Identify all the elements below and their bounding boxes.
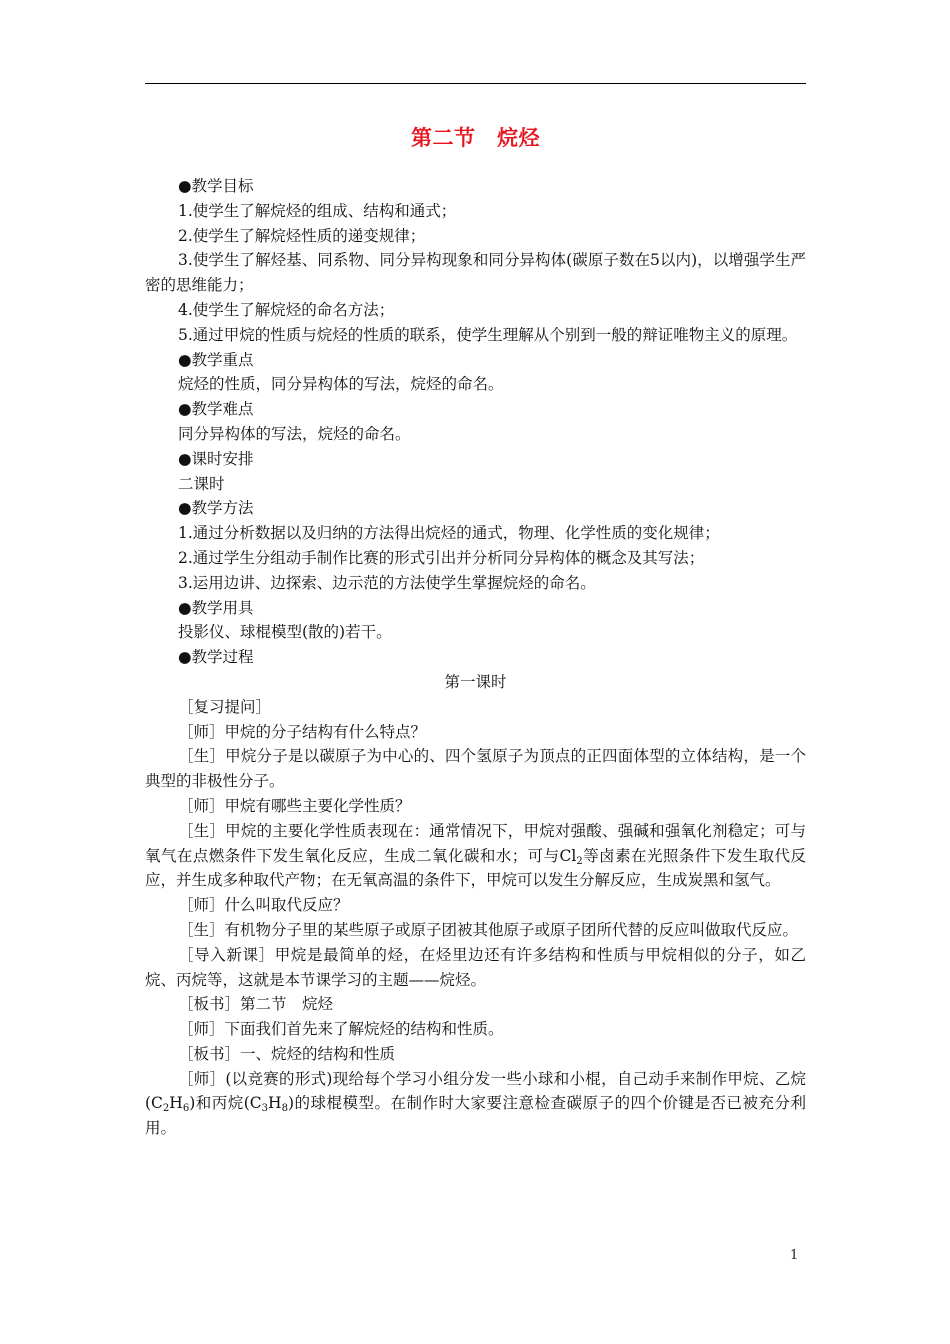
subscript-c: 3	[261, 1103, 269, 1115]
remark-5-part-c: )和丙烷(C	[189, 1094, 262, 1113]
method-2: 2.通过学生分组动手制作比赛的形式引出并分析同分异构体的概念及其写法；	[178, 548, 705, 567]
heading-key-points: ●教学重点	[178, 350, 254, 369]
subscript-b: 6	[182, 1103, 190, 1115]
teacher-question-3: ［师］什么叫取代反应？	[178, 896, 349, 915]
goal-1: 1.使学生了解烷烃的组成、结构和通式；	[178, 201, 457, 220]
page-number: 1	[790, 1248, 799, 1263]
document-body	[145, 174, 806, 1141]
chlorine-subscript: 2	[576, 855, 583, 867]
subscript-a: 2	[162, 1103, 170, 1115]
goal-5: 5.通过甲烷的性质与烷烃的性质的联系，使学生理解从个别到一般的辩证唯物主义的原理。	[178, 325, 798, 344]
goal-3: 3.使学生了解烃基、同系物、同分异构现象和同分异构体(碳原子数在5以内)，以增强学生严密的思维能力；	[145, 251, 806, 295]
student-answer-1: ［生］甲烷分子是以碳原子为中心的、四个氢原子为顶点的正四面体型的立体结构，是一个典型的非极性分子。	[145, 747, 806, 791]
difficulties: 同分异构体的写法，烷烃的命名。	[178, 424, 411, 443]
board-note-2: ［板书］一、烷烃的结构和性质	[178, 1044, 396, 1063]
teacher-question-1: ［师］甲烷的分子结构有什么特点？	[178, 722, 427, 741]
remark-5-part-e: )的球棍模型。在制作时大家要注意检查碳原子的四个价键是否已被充分利用。	[145, 1094, 806, 1138]
remark-5-part-b: H	[169, 1094, 183, 1113]
introduction: ［导入新课］甲烷是最简单的烃，在烃里边还有许多结构和性质与甲烷相似的分子，如乙烷、丙烷等，这就是本节课学习的主题——烷烃。	[145, 945, 806, 989]
page-title: 第二节 烷烃	[411, 125, 540, 150]
teacher-remark-5	[145, 1067, 806, 1141]
heading-difficulties: ●教学难点	[178, 400, 254, 419]
teacher-question-2: ［师］甲烷有哪些主要化学性质？	[178, 796, 411, 815]
remark-5-part-d: H	[268, 1094, 282, 1113]
board-note-1: ［板书］第二节 烷烃	[178, 995, 334, 1014]
heading-process: ●教学过程	[178, 648, 254, 667]
student-answer-2	[145, 819, 806, 893]
goal-4: 4.使学生了解烷烃的命名方法；	[178, 300, 395, 319]
heading-tools: ●教学用具	[178, 598, 254, 617]
heading-goals: ●教学目标	[178, 177, 254, 195]
lesson-title: 第一课时	[444, 672, 507, 691]
answer-2-part-b: 等卤素在光照条件下发生取代反应，并生成多种取代产物；在无氧高温的条件下，甲烷可以发生分解反应，生成炭黑和氢气。	[145, 846, 806, 890]
heading-schedule: ●课时安排	[178, 449, 254, 468]
method-1: 1.通过分析数据以及归纳的方法得出烷烃的通式，物理、化学性质的变化规律；	[178, 524, 720, 543]
schedule: 二课时	[178, 474, 225, 493]
answer-2-part-a: ［生］甲烷的主要化学性质表现在：通常情况下，甲烷对强酸、强碱和强氧化剂稳定；可与氧气在点燃条件下发生氧化反应，生成二氧化碳和水；可与Cl	[145, 821, 806, 865]
heading-methods: ●教学方法	[178, 499, 254, 518]
key-points: 烷烃的性质，同分异构体的写法，烷烃的命名。	[178, 375, 504, 394]
teacher-remark-4: ［师］下面我们首先来了解烷烃的结构和性质。	[178, 1020, 504, 1039]
header-rule	[145, 83, 806, 84]
subscript-d: 8	[281, 1103, 288, 1115]
tools: 投影仪、球棍模型(散的)若干。	[178, 623, 392, 642]
remark-5-part-a: ［师］(以竞赛的形式)现给每个学习小组分发一些小球和小棍，自己动手来制作甲烷、乙烷(C	[145, 1069, 806, 1113]
method-3: 3.运用边讲、边探索、边示范的方法使学生掌握烷烃的命名。	[178, 573, 596, 592]
student-answer-3: ［生］有机物分子里的某些原子或原子团被其他原子或原子团所代替的反应叫做取代反应。	[178, 920, 799, 939]
review-label: ［复习提问］	[178, 697, 272, 716]
goal-2: 2.使学生了解烷烃性质的递变规律；	[178, 226, 426, 245]
